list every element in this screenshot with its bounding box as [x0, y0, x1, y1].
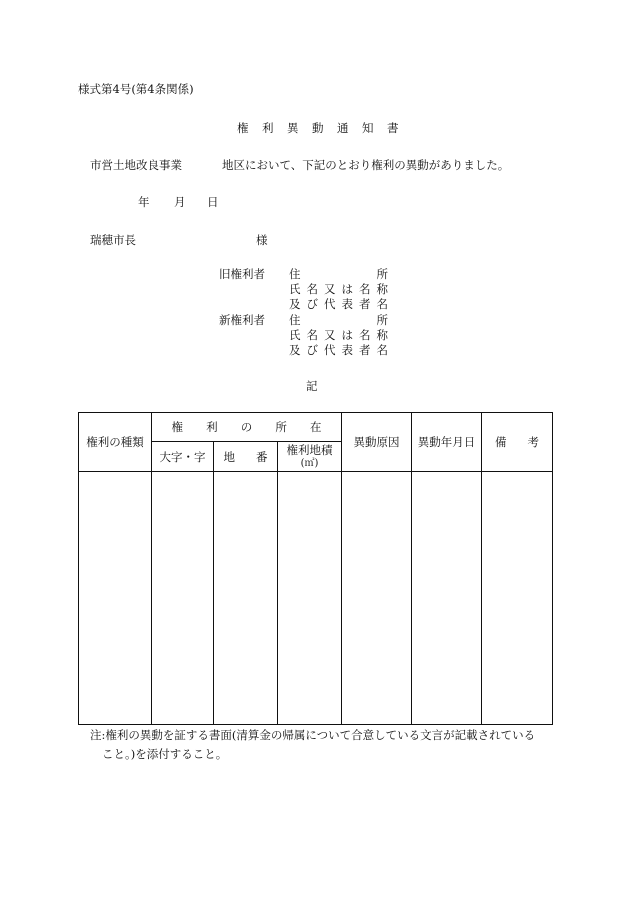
addressee-name: 瑞穂市長 — [90, 233, 136, 247]
cell-chiban[interactable] — [214, 472, 278, 725]
form-number: 様式第4号(第4条関係) — [78, 82, 194, 96]
new-holder-name-label: 氏 名 又 は 名 称 — [289, 328, 388, 342]
rights-table — [78, 412, 553, 725]
header-chiban: 地 番 — [214, 442, 278, 472]
table-row — [79, 472, 553, 725]
header-right-location: 権 利 の 所 在 — [152, 413, 342, 442]
cell-remarks[interactable] — [482, 472, 553, 725]
date-month: 月 — [174, 195, 186, 209]
cell-area[interactable] — [278, 472, 342, 725]
new-holder-label: 新権利者 — [219, 313, 265, 327]
old-holder-address-label: 住 所 — [289, 267, 388, 281]
header-right-kind: 権利の種類 — [79, 413, 152, 472]
old-holder-representative-label: 及 び 代 表 者 名 — [289, 297, 388, 311]
new-holder-address-label: 住 所 — [289, 313, 388, 327]
project-name: 市営土地改良事業 — [90, 158, 182, 172]
document-title: 権利異動通知書 — [237, 121, 412, 135]
old-holder-name-label: 氏 名 又 は 名 称 — [289, 282, 388, 296]
attachment-note — [90, 726, 550, 764]
record-mark: 記 — [306, 379, 318, 393]
cell-right-kind[interactable] — [79, 472, 152, 725]
old-holder-label: 旧権利者 — [219, 267, 265, 281]
addressee-honorific: 様 — [256, 233, 268, 247]
header-aza: 大字・字 — [152, 442, 214, 472]
cell-aza[interactable] — [152, 472, 214, 725]
notice-statement: 地区において、下記のとおり権利の異動がありました。 — [222, 158, 510, 172]
date-year: 年 — [138, 195, 150, 209]
note-line-2: こと。)を添付すること。 — [102, 747, 228, 761]
cell-change-reason[interactable] — [342, 472, 412, 725]
header-area: 権利地積 (㎡) — [278, 442, 342, 472]
new-holder-representative-label: 及 び 代 表 者 名 — [289, 343, 388, 357]
header-change-date: 異動年月日 — [412, 413, 482, 472]
note-line-1: 注:権利の異動を証する書面(清算金の帰属について合意している文言が記載されている — [90, 728, 536, 742]
header-remarks: 備 考 — [482, 413, 553, 472]
date-day: 日 — [207, 195, 219, 209]
cell-change-date[interactable] — [412, 472, 482, 725]
header-change-reason: 異動原因 — [342, 413, 412, 472]
